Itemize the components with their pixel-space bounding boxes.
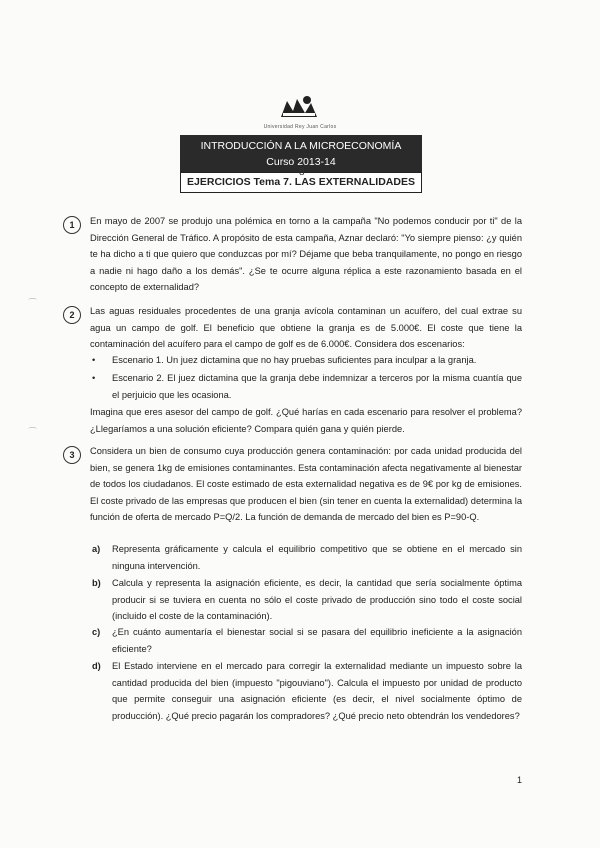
- exercise-3-text: Considera un bien de consumo cuya producción genera contaminación: por cada unidad producida del bien, se genera 1kg de emisiones contaminantes. Esta contaminación afecta negativamente al bienestar de todos los ciudadanos. El coste estimado de esta externalidad negativa es de 9€ por kg de emisiones. El coste privado de las empresas que producen el bien (sin tener en cuenta la externalidad) determina la función de oferta de mercado P=Q/2. La función de demanda de mercado del bien es P=90-Q.: [90, 446, 522, 522]
- exercise-2-closing: Imagina que eres asesor del campo de golf. ¿Qué harías en cada escenario para resolver el problema? ¿Llegaríamos a una solución eficiente? Compara quién gana y quién pierde.: [90, 407, 522, 434]
- exercise-number-3: 3: [63, 446, 81, 464]
- handwritten-mark: 8: [299, 167, 305, 178]
- exercise-number-2: 2: [63, 306, 81, 324]
- document-header: [180, 135, 422, 193]
- margin-mark: ⌒: [28, 298, 38, 308]
- page-number: 1: [517, 775, 523, 785]
- exercise-2-bullet-1: • Escenario 1. Un juez dictamina que no hay pruebas suficientes para inculpar a la granja.: [112, 352, 522, 369]
- university-logo: [277, 93, 321, 121]
- exercises-title: [180, 167, 422, 193]
- exercise-1-text: En mayo de 2007 se produjo una polémica en torno a la campaña "No podemos conducir por ti" de la Dirección General de Tráfico. A propósito de esta campaña, Aznar declaró: "Yo siempre pienso: ¿y quién te ha dicho a ti que quiero que conduzcas por mí? Déjame que beba tranquilamente, no pongo en riesgo a nadie ni hago daño a los demás". ¿Se te ocurre alguna réplica a este razonamiento basada en el concepto de externalidad?: [90, 216, 522, 292]
- margin-mark: ⌒: [28, 427, 38, 437]
- course-title: INTRODUCCIÓN A LA MICROECONOMÍA: [180, 135, 422, 154]
- exercise-2-text: Las aguas residuales procedentes de una granja avícola contaminan un acuífero, del cual extrae su agua un campo de golf. El beneficio que obtiene la granja es de 5.000€. El coste que tiene la contaminación del acuífero para el campo de golf es de 6.000€. Considera dos escenarios:: [90, 306, 522, 349]
- exercise-2-bullet-2: • Escenario 2. El juez dictamina que la granja debe indemnizar a terceros por la misma cuantía que el perjuicio que les ocasiona.: [112, 370, 522, 403]
- university-caption: Universidad Rey Juan Carlos: [263, 124, 337, 130]
- bullet-dot: •: [92, 355, 96, 365]
- exercise-3-item-d: d) El Estado interviene en el mercado para corregir la externalidad mediante un impuesto sobre la cantidad producida del bien (impuesto "pigouviano"). Calcula el impuesto por unidad de producto que permite conseguir una asignación eficiente (es decir, el nivel socialmente óptimo de producción). ¿Qué precio pagarán los compradores? ¿Qué precio neto obtendrán los vendedores?: [92, 661, 522, 721]
- course-year: Curso 2013-14: [180, 154, 422, 172]
- exercise-3-item-b: b) Calcula y representa la asignación eficiente, es decir, la cantidad que sería socialmente óptima producir si se tuviera en cuenta no sólo el coste privado de producción sino todo el coste social (incluido el coste de la contaminación).: [92, 578, 522, 621]
- exercise-number-1: 1: [63, 216, 81, 234]
- bullet-dot: •: [92, 373, 96, 383]
- exercise-3-item-c: c) ¿En cuánto aumentaría el bienestar social si se pasara del equilibrio ineficiente a la asignación eficiente?: [92, 627, 522, 654]
- exercises-title-text: EJERCICIOS Tema 7. LAS EXTERNALIDADES: [187, 176, 415, 188]
- exercise-3-item-a: a) Representa gráficamente y calcula el equilibrio competitivo que se obtiene en el mercado sin ninguna intervención.: [92, 544, 522, 571]
